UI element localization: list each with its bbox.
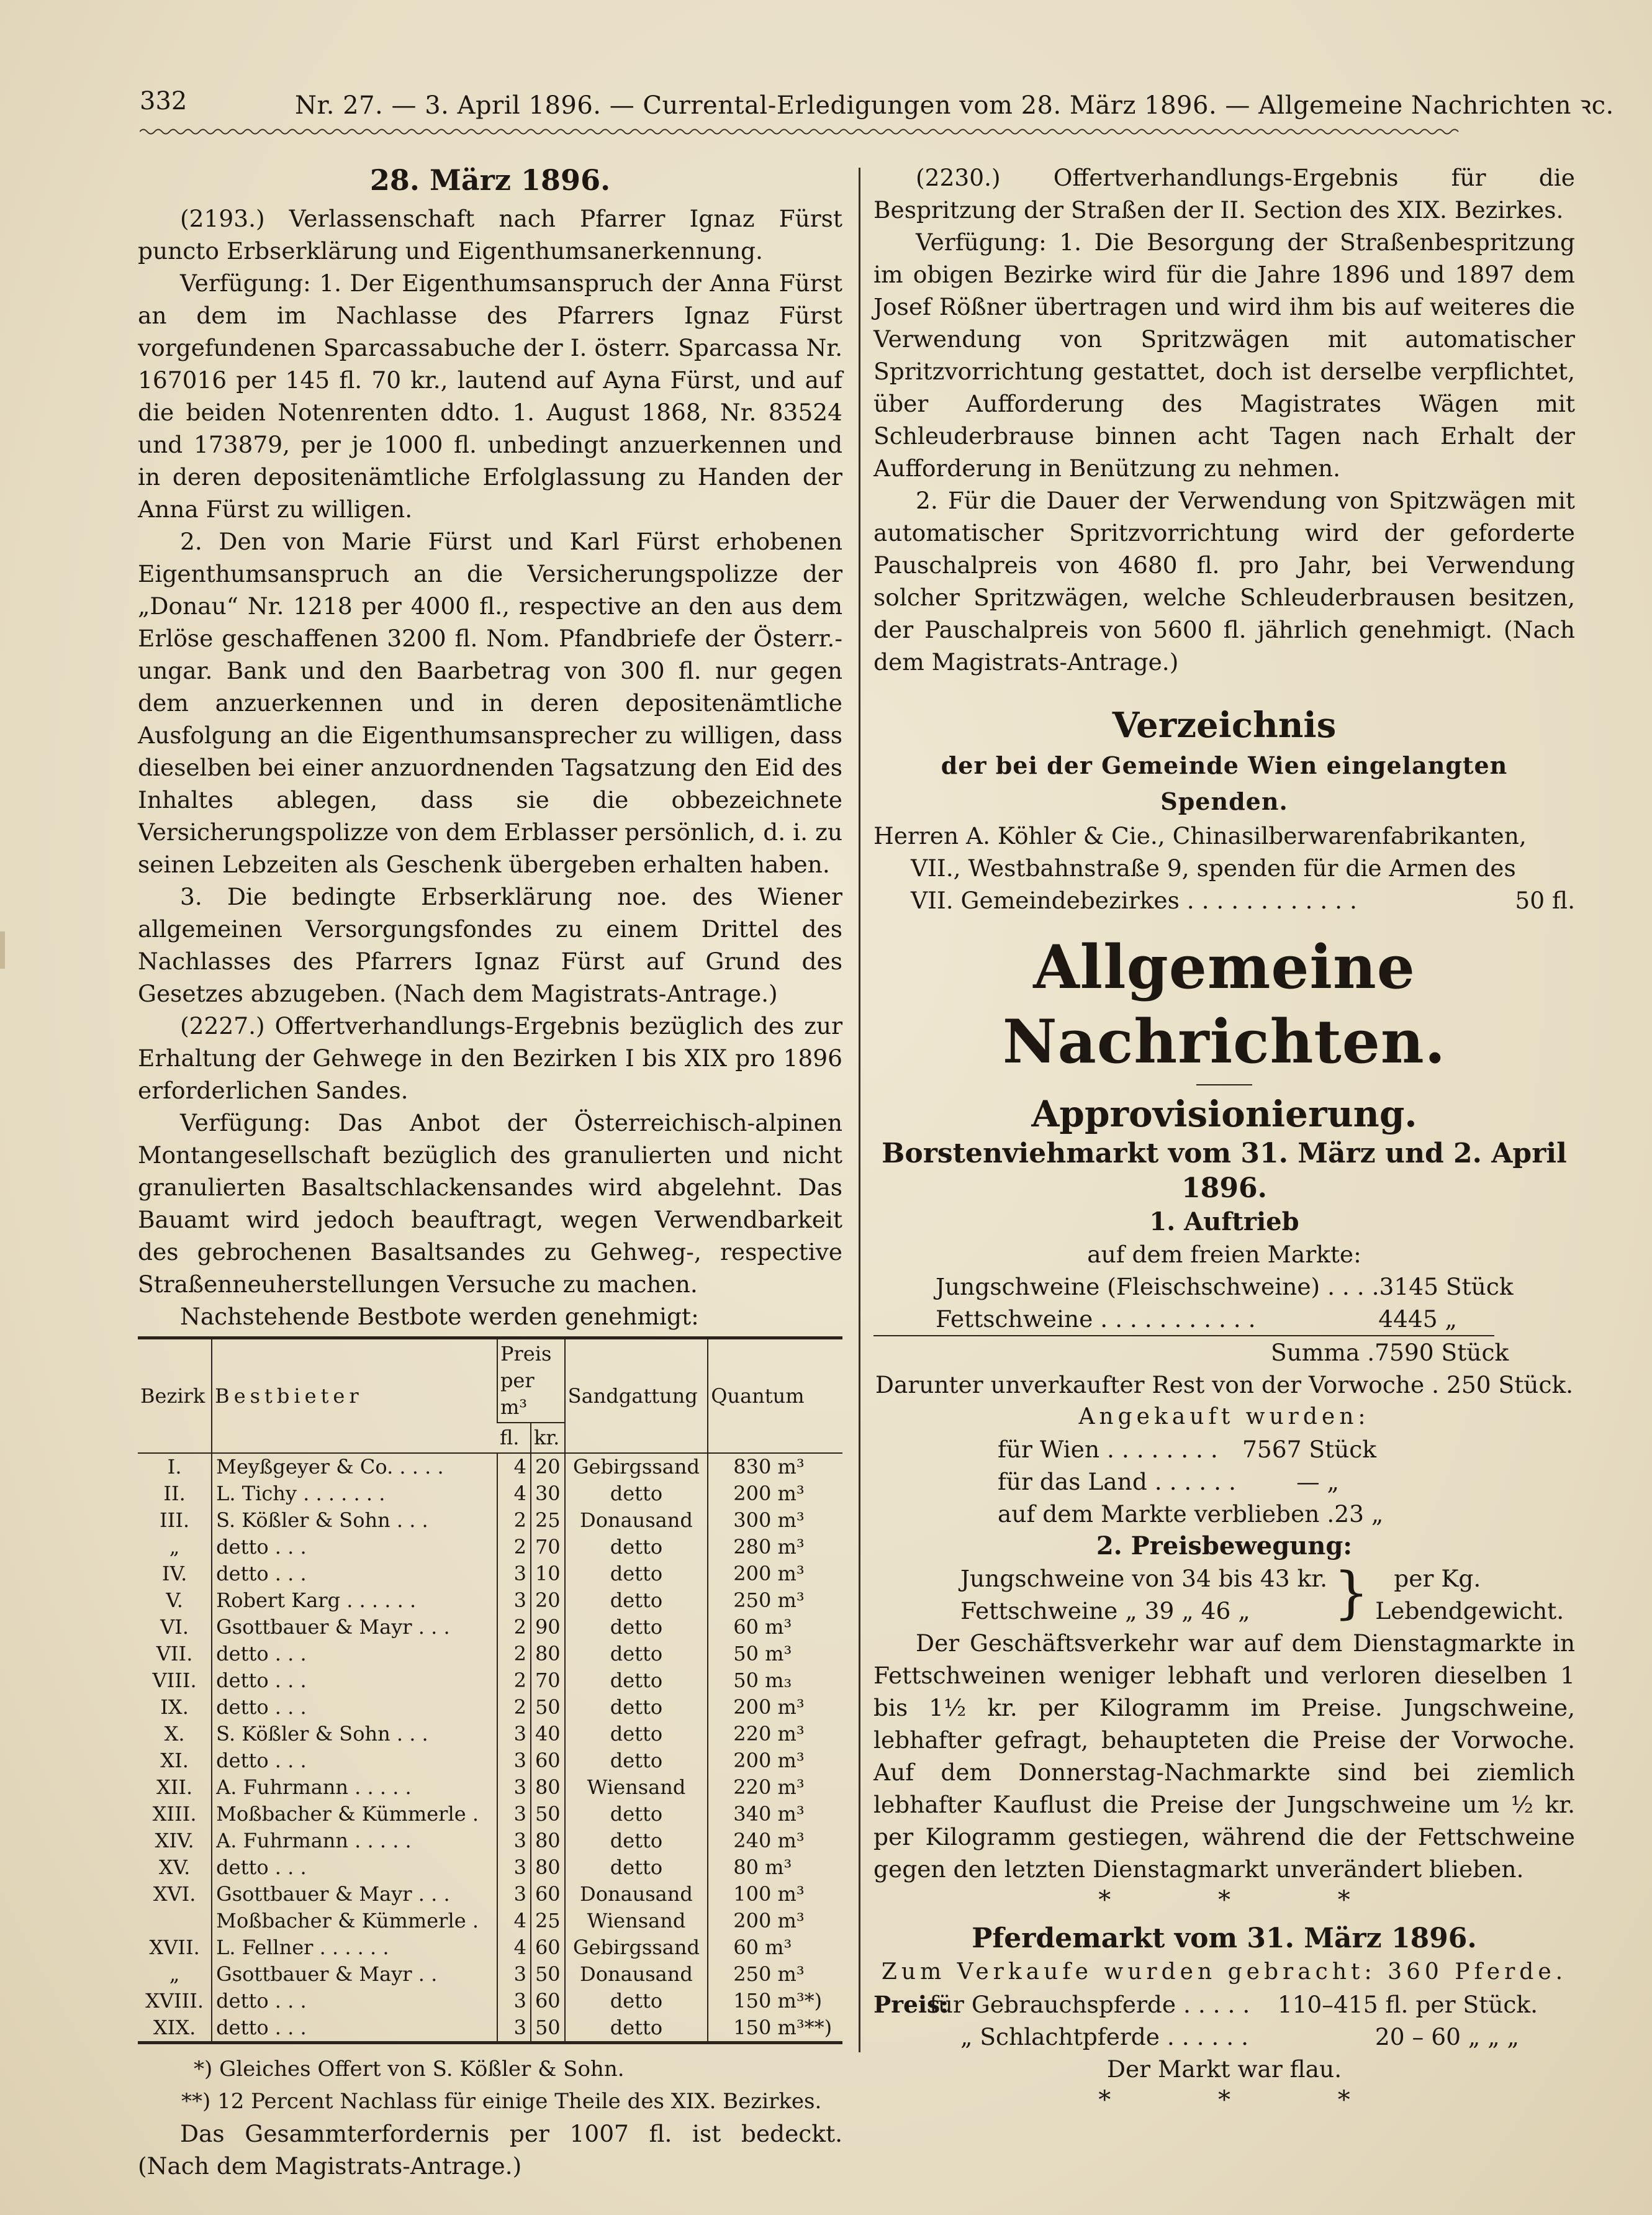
cell-fl: 3: [497, 1560, 531, 1587]
summa-value: 7590 Stück: [1374, 1339, 1509, 1366]
cell-sandgattung: detto: [565, 1587, 708, 1614]
cell-bestbieter: Gsottbauer & Mayr . .: [212, 1961, 497, 1988]
cell-quantum: 200 m³: [708, 1694, 842, 1721]
cell-bezirk: VI.: [160, 1615, 189, 1639]
footnote-2: **) 12 Percent Nachlass für einige Theile des XIX. Bezirkes.: [181, 2089, 822, 2114]
paragraph-gesammterfordernis: Das Gesammterfordernis per 1007 fl. ist bedeckt. (Nach dem Magistrats-Antrage.): [138, 2120, 842, 2180]
verblieben-row: [873, 1498, 1384, 1530]
cell-quantum: 240 m³: [708, 1828, 842, 1854]
cell-bezirk: V.: [166, 1588, 183, 1612]
binding-mark: [0, 931, 5, 969]
paragraph-verfuegung-2: 2. Den von Marie Fürst und Karl Fürst erhobenen Eigenthumsanspruch an die Versicherungspolizze der „Donau“ Nr. 1218 per 4000 fl., respective an den aus dem Erlöse geschaffenen 3200 fl. Nom. Pfandbriefe der Österr.-ungar. Bank und den Baarbetrag von 300 fl. nur gegen dem anzuerkennen und in deren depositenämtliche Ausfolgung an die Eigenthumsansprecher zu willigen, dass dieselben bei einer anzuordnenden Tagsatzung den Eid des Inhaltes ablegen, dass sie die obbezeichnete Versicherungspolizze von dem Erblasser persönlich, d. i. zu seinen Lebzeiten als Geschenk übergeben erhalten haben.: [138, 528, 842, 878]
cell-bestbieter: detto . . .: [212, 1694, 497, 1721]
summa-label: Summa .: [1271, 1339, 1375, 1366]
paragraph-verfuegung-3: 3. Die bedingte Erbserklärung noe. des Wiener allgemeinen Versorgungsfondes zu einem Drittel des Nachlasses des Pfarrers Ignaz Fürst auf Grund des Gesetzes abzugeben. (Nach dem Magistrats-Antrage.): [138, 883, 842, 1007]
cell-sandgattung: detto: [565, 1534, 708, 1560]
cell-sandgattung: Wiensand: [565, 1774, 708, 1801]
paragraph-bestbote: Nachstehende Bestbote werden genehmigt:: [180, 1303, 699, 1330]
cell-sandgattung: detto: [565, 2014, 708, 2043]
bestbote-table-body: [138, 1453, 842, 2043]
schlachtpferde-label: „ Schlachtpferde . . . . . .: [960, 2023, 1249, 2050]
page-number: 332: [140, 87, 187, 116]
cell-fl: 3: [497, 1747, 531, 1774]
cell-bezirk: XIV.: [155, 1829, 194, 1852]
cell-quantum: 50 m₃: [708, 1667, 842, 1694]
cell-bestbieter: detto . . .: [212, 1560, 497, 1587]
cell-kr: 25: [531, 1908, 565, 1934]
cell-kr: 70: [531, 1534, 565, 1560]
cell-quantum: 300 m³: [708, 1507, 842, 1534]
paragraph-2193: (2193.) Verlassenschaft nach Pfarrer Ignaz Fürst puncto Erbserklärung und Eigenthumsanerkennung.: [138, 205, 842, 265]
cell-bezirk: [138, 1908, 212, 1934]
table-row: [138, 1854, 842, 1881]
jungschweine-label: Jungschweine (Fleischschweine) . . . .: [936, 1273, 1379, 1300]
cell-kr: 10: [531, 1560, 565, 1587]
table-row: [138, 1908, 842, 1934]
verkauf-line: Zum Verkaufe wurden gebracht: 360 Pferde.: [881, 1959, 1568, 1985]
cell-kr: 40: [531, 1721, 565, 1747]
borstenviehmarkt-heading: Borstenviehmarkt vom 31. März und 2. April 1896.: [882, 1138, 1567, 1204]
wien-label: für Wien . . . . . . . .: [998, 1436, 1218, 1463]
cell-fl: 3: [497, 2014, 531, 2043]
cell-kr: 80: [531, 1641, 565, 1667]
cell-kr: 25: [531, 1507, 565, 1534]
cell-bezirk: III.: [160, 1508, 190, 1532]
cell-fl: 3: [497, 1774, 531, 1801]
cell-kr: 70: [531, 1667, 565, 1694]
th-bestbieter: Bestbieter: [212, 1338, 497, 1454]
bestbote-table: [138, 1336, 842, 2044]
verblieben-value: 23 „: [1334, 1500, 1384, 1528]
jungschweine-row: [873, 1271, 1514, 1303]
cell-bezirk: IV.: [161, 1562, 187, 1585]
separator-stars-2: * * *: [1098, 2086, 1400, 2114]
cell-bezirk: „: [169, 1962, 180, 1986]
cell-fl: 2: [497, 1507, 531, 1534]
cell-kr: 60: [531, 1934, 565, 1961]
running-title: Nr. 27. — 3. April 1896. — Currental-Erledigungen vom 28. März 1896. — Allgemeine Nachrichten ꝛc.: [295, 91, 1614, 120]
cell-sandgattung: detto: [565, 1747, 708, 1774]
preisbewegung-lines: [960, 1562, 1327, 1627]
cell-quantum: 830 m³: [708, 1453, 842, 1480]
cell-bezirk: XV.: [158, 1855, 191, 1879]
jungschweine-value: 3145 Stück: [1379, 1273, 1514, 1300]
cell-sandgattung: detto: [565, 1988, 708, 2014]
table-row: [138, 1560, 842, 1587]
cell-sandgattung: detto: [565, 1560, 708, 1587]
wien-row: [873, 1433, 1376, 1465]
pb-fett: Fettschweine „ 39 „ 46 „: [960, 1597, 1250, 1624]
cell-sandgattung: detto: [565, 1667, 708, 1694]
cell-kr: 50: [531, 2014, 565, 2043]
table-row: [138, 1774, 842, 1801]
header-wave-rule: [140, 127, 1462, 136]
wien-value: 7567 Stück: [1242, 1436, 1376, 1463]
brace: }: [1334, 1560, 1370, 1626]
cell-bestbieter: Moßbacher & Kümmerle .: [212, 1908, 497, 1934]
table-row: [138, 1534, 842, 1560]
cell-bestbieter: Moßbacher & Kümmerle .: [212, 1801, 497, 1828]
cell-bestbieter: detto . . .: [212, 1988, 497, 2014]
cell-bezirk: VII.: [156, 1642, 193, 1665]
cell-sandgattung: detto: [565, 1480, 708, 1507]
cell-bestbieter: L. Fellner . . . . . .: [212, 1934, 497, 1961]
paragraph-geschaeftsverkehr: Der Geschäftsverkehr war auf dem Dienstagmarkte in Fettschweinen weniger lebhaft und verloren dieselben 1 bis 1½ kr. per Kilogramm im Preise. Jungschweine, lebhafter gefragt, behaupteten die Preise der Vorwoche. Auf dem Donnerstag-Nachmarkte sind bei ziemlich lebhafter Kauflust die Preise der Jungschweine um ½ kr. per Kilogramm gestiegen, während die der Fettschweine gegen den letzten Dienstagmarkt unverändert blieben.: [873, 1629, 1575, 1883]
th-fl: fl.: [497, 1423, 531, 1453]
table-row: [138, 1614, 842, 1641]
table-row: [138, 1828, 842, 1854]
cell-kr: 60: [531, 1747, 565, 1774]
cell-sandgattung: Donausand: [565, 1507, 708, 1534]
cell-kr: 80: [531, 1774, 565, 1801]
cell-quantum: 200 m³: [708, 1480, 842, 1507]
rest-row: [873, 1369, 1575, 1401]
cell-fl: 3: [497, 1854, 531, 1881]
angekauft-label: Angekauft wurden:: [1078, 1404, 1370, 1429]
cell-bestbieter: A. Fuhrmann . . . . .: [212, 1774, 497, 1801]
preisbewegung-block: [873, 1562, 1575, 1627]
th-preis: Preis per m³: [497, 1338, 565, 1423]
markt-flau: Der Markt war flau.: [1106, 2055, 1342, 2083]
cell-quantum: 280 m³: [708, 1534, 842, 1560]
cell-bezirk: „: [169, 1535, 180, 1559]
column-divider: [859, 168, 860, 2052]
table-row: [138, 1587, 842, 1614]
verzeichnis-subheading: der bei der Gemeinde Wien eingelangten Spenden.: [941, 751, 1508, 815]
preis-label: Preis:: [873, 1991, 949, 2018]
cell-quantum: 200 m³: [708, 1747, 842, 1774]
cell-quantum: 250 m³: [708, 1961, 842, 1988]
spende-line-3-text: VII. Gemeindebezirkes . . . . . . . . . . . .: [911, 887, 1357, 914]
cell-bezirk: VIII.: [152, 1669, 197, 1692]
th-kr: kr.: [531, 1423, 565, 1453]
cell-quantum: 150 m³*): [708, 1988, 842, 2014]
cell-sandgattung: detto: [565, 1828, 708, 1854]
cell-fl: 4: [497, 1480, 531, 1507]
cell-fl: 2: [497, 1614, 531, 1641]
table-row: [138, 1747, 842, 1774]
freier-markt-label: auf dem freien Markte:: [1087, 1241, 1361, 1268]
cell-fl: 3: [497, 1801, 531, 1828]
preisbewegung-units: [1375, 1562, 1564, 1627]
cell-bezirk: II.: [163, 1482, 186, 1505]
gebrauchspferde-row: [873, 1988, 1538, 2021]
cell-kr: 50: [531, 1694, 565, 1721]
table-row: [138, 1934, 842, 1961]
auftrieb-heading: 1. Auftrieb: [1149, 1207, 1299, 1236]
cell-bestbieter: L. Tichy . . . . . . .: [212, 1480, 497, 1507]
table-row: [138, 2014, 842, 2043]
cell-bezirk: IX.: [160, 1695, 189, 1719]
cell-fl: 3: [497, 1828, 531, 1854]
th-sandgattung: Sandgattung: [565, 1338, 708, 1454]
approvisionierung-heading: Approvisionierung.: [1031, 1093, 1417, 1135]
preisbewegung-heading: 2. Preisbewegung:: [1096, 1531, 1353, 1560]
cell-kr: 60: [531, 1881, 565, 1908]
land-row: [873, 1465, 1376, 1498]
schlachtpferde-value: 20 – 60 „ „ „: [1374, 2023, 1519, 2050]
cell-sandgattung: detto: [565, 1694, 708, 1721]
cell-bezirk: XII.: [156, 1775, 193, 1799]
fettschweine-row: [873, 1303, 1494, 1336]
cell-sandgattung: detto: [565, 1641, 708, 1667]
rest-value: 250 Stück.: [1447, 1371, 1574, 1398]
cell-bezirk: I.: [167, 1455, 182, 1479]
pb-unit-1: per Kg.: [1394, 1565, 1481, 1592]
cell-quantum: 50 m³: [708, 1641, 842, 1667]
spende-line-2: VII., Westbahnstraße 9, spenden für die Armen des: [911, 854, 1516, 882]
th-bezirk: Bezirk: [138, 1338, 212, 1454]
paragraph-2227: (2227.) Offertverhandlungs-Ergebnis bezüglich des zur Erhaltung der Gehwege in den Bezirken I bis XIX pro 1896 erforderlichen Sandes.: [138, 1012, 842, 1104]
spende-line-1: Herren A. Köhler & Cie., Chinasilberwarenfabrikanten,: [873, 822, 1527, 849]
cell-fl: 2: [497, 1667, 531, 1694]
cell-kr: 50: [531, 1801, 565, 1828]
cell-kr: 80: [531, 1854, 565, 1881]
cell-fl: 2: [497, 1641, 531, 1667]
cell-quantum: 100 m³: [708, 1881, 842, 1908]
cell-sandgattung: Gebirgssand: [565, 1453, 708, 1480]
cell-sandgattung: Donausand: [565, 1881, 708, 1908]
cell-bezirk: X.: [164, 1722, 185, 1746]
table-row: [138, 1961, 842, 1988]
cell-bestbieter: detto . . .: [212, 1641, 497, 1667]
cell-kr: 50: [531, 1961, 565, 1988]
rest-label: Darunter unverkaufter Rest von der Vorwoche .: [875, 1371, 1440, 1398]
summa-row: [873, 1336, 1509, 1369]
cell-sandgattung: detto: [565, 1854, 708, 1881]
cell-sandgattung: Gebirgssand: [565, 1934, 708, 1961]
cell-kr: 80: [531, 1828, 565, 1854]
table-row: [138, 1453, 842, 1480]
schlachtpferde-row: [873, 2021, 1538, 2053]
paragraph-verfuegung-1: Verfügung: 1. Der Eigenthumsanspruch der Anna Fürst an dem im Nachlasse des Pfarrers Ignaz Fürst vorgefundenen Sparcassabuche der I. österr. Sparcassa Nr. 167016 per 145 fl. 70 kr., lautend auf Ayna Fürst, und auf die beiden Notenrenten ddto. 1. August 1868, Nr. 83524 und 173879, per je 1000 fl. unbedingt anzuerkennen und in deren depositenämtliche Erfolglassung zu Handen der Anna Fürst zu willigen.: [138, 270, 842, 523]
cell-bezirk: XIII.: [152, 1802, 197, 1826]
verzeichnis-heading: Verzeichnis: [1112, 705, 1337, 746]
land-label: für das Land . . . . . .: [998, 1468, 1236, 1495]
cell-bestbieter: Gsottbauer & Mayr . . .: [212, 1614, 497, 1641]
title-rule: [1196, 1084, 1252, 1085]
th-quantum: Quantum: [708, 1338, 842, 1454]
table-row: [138, 1881, 842, 1908]
cell-bestbieter: S. Kößler & Sohn . . .: [212, 1721, 497, 1747]
left-column: [138, 161, 842, 2182]
spende-amount: 50 fl.: [1515, 887, 1575, 914]
cell-bestbieter: Gsottbauer & Mayr . . .: [212, 1881, 497, 1908]
cell-quantum: 80 m³: [708, 1854, 842, 1881]
date-heading: 28. März 1896.: [369, 163, 611, 197]
cell-bezirk: XIX.: [153, 2016, 196, 2039]
paragraph-pauschalpreis: 2. Für die Dauer der Verwendung von Spitzwägen mit automatischer Spritzvorrichtung wird der geforderte Pauschalpreis von 4680 fl. pro Jahr, bei Verwendung solcher Spritzwägen, welche Schleuderbrausen besitzen, der Pauschalpreis von 5600 fl. jährlich genehmigt. (Nach dem Magistrats-Antrage.): [873, 487, 1575, 676]
right-column: [873, 161, 1575, 2115]
cell-fl: 4: [497, 1908, 531, 1934]
main-section-title: Allgemeine Nachrichten.: [1002, 932, 1447, 1077]
cell-kr: 90: [531, 1614, 565, 1641]
table-row: [138, 1988, 842, 2014]
gebrauchspferde-value: 110–415 fl. per Stück.: [1277, 1991, 1538, 2018]
cell-sandgattung: Donausand: [565, 1961, 708, 1988]
cell-fl: 3: [497, 1587, 531, 1614]
cell-bestbieter: A. Fuhrmann . . . . .: [212, 1828, 497, 1854]
table-row: [138, 1694, 842, 1721]
cell-kr: 30: [531, 1480, 565, 1507]
cell-quantum: 220 m³: [708, 1721, 842, 1747]
cell-bestbieter: detto . . .: [212, 1667, 497, 1694]
cell-bestbieter: detto . . .: [212, 1747, 497, 1774]
cell-quantum: 60 m³: [708, 1934, 842, 1961]
paragraph-verfuegung-sand: Verfügung: Das Anbot der Österreichisch-alpinen Montangesellschaft bezüglich des granulierten und nicht granulierten Basaltschlackensandes wird abgelehnt. Das Bauamt wird jedoch beauftragt, wegen Verwendbarkeit des gebrochenen Basaltsandes zu Gehweg-, respective Straßenneuherstellungen Versuche zu machen.: [138, 1109, 842, 1298]
cell-sandgattung: detto: [565, 1614, 708, 1641]
cell-bestbieter: detto . . .: [212, 1854, 497, 1881]
cell-bestbieter: detto . . .: [212, 1534, 497, 1560]
paragraph-2230: (2230.) Offertverhandlungs-Ergebnis für die Bespritzung der Straßen der II. Section des XIX. Bezirkes.: [873, 164, 1575, 224]
table-row: [138, 1667, 842, 1694]
cell-bezirk: XI.: [160, 1749, 189, 1772]
table-row: [138, 1507, 842, 1534]
pb-unit-2: Lebendgewicht.: [1375, 1597, 1564, 1624]
page-header: [140, 75, 1614, 124]
cell-fl: 3: [497, 1721, 531, 1747]
cell-bestbieter: S. Kößler & Sohn . . .: [212, 1507, 497, 1534]
fettschweine-value: 4445 „: [1378, 1305, 1457, 1333]
separator-stars-1: * * *: [1098, 1886, 1400, 1914]
footnote-1: *) Gleiches Offert von S. Kößler & Sohn.: [194, 2057, 625, 2081]
verblieben-label: auf dem Markte verblieben .: [998, 1500, 1335, 1528]
cell-quantum: 200 m³: [708, 1560, 842, 1587]
table-row: [138, 1721, 842, 1747]
cell-quantum: 340 m³: [708, 1801, 842, 1828]
cell-kr: 60: [531, 1988, 565, 2014]
spende-line-3: [873, 884, 1575, 917]
table-row: [138, 1641, 842, 1667]
cell-fl: 4: [497, 1453, 531, 1480]
cell-bestbieter: detto . . .: [212, 2014, 497, 2043]
table-row: [138, 1801, 842, 1828]
pb-jung: Jungschweine von 34 bis 43 kr.: [960, 1565, 1328, 1592]
cell-quantum: 150 m³**): [708, 2014, 842, 2043]
paragraph-verfuegung-spritz: Verfügung: 1. Die Besorgung der Straßenbespritzung im obigen Bezirke wird für die Jahre 1896 und 1897 dem Josef Rößner übertragen und wird ihm bis auf weiteres die Verwendung von Spritzwägen mit automatischer Spritzvorrichtung gestattet, doch ist derselbe verpflichtet, über Aufforderung des Magistrates Wägen mit Schleuderbrause binnen acht Tagen nach Erhalt der Aufforderung in Benützung zu nehmen.: [873, 229, 1575, 482]
cell-bestbieter: Meyßgeyer & Co. . . . .: [212, 1453, 497, 1480]
gebrauchspferde-label: für Gebrauchspferde . . . . .: [929, 1991, 1250, 2018]
fettschweine-label: Fettschweine . . . . . . . . . . .: [936, 1305, 1256, 1333]
cell-bezirk: XVIII.: [145, 1989, 204, 2013]
table-row: [138, 1480, 842, 1507]
cell-bezirk: XVI.: [153, 1882, 196, 1906]
cell-sandgattung: Wiensand: [565, 1908, 708, 1934]
cell-fl: 2: [497, 1694, 531, 1721]
cell-quantum: 220 m³: [708, 1774, 842, 1801]
cell-bezirk: XVII.: [149, 1936, 200, 1959]
cell-bestbieter: Robert Karg . . . . . .: [212, 1587, 497, 1614]
pferdemarkt-heading: Pferdemarkt vom 31. März 1896.: [972, 1923, 1477, 1954]
cell-sandgattung: detto: [565, 1721, 708, 1747]
cell-kr: 20: [531, 1453, 565, 1480]
cell-fl: 3: [497, 1961, 531, 1988]
cell-quantum: 60 m³: [708, 1614, 842, 1641]
cell-fl: 4: [497, 1934, 531, 1961]
cell-fl: 3: [497, 1988, 531, 2014]
cell-fl: 2: [497, 1534, 531, 1560]
cell-kr: 20: [531, 1587, 565, 1614]
cell-quantum: 250 m³: [708, 1587, 842, 1614]
cell-fl: 3: [497, 1881, 531, 1908]
cell-sandgattung: detto: [565, 1801, 708, 1828]
land-value: — „: [1296, 1468, 1339, 1495]
cell-quantum: 200 m³: [708, 1908, 842, 1934]
